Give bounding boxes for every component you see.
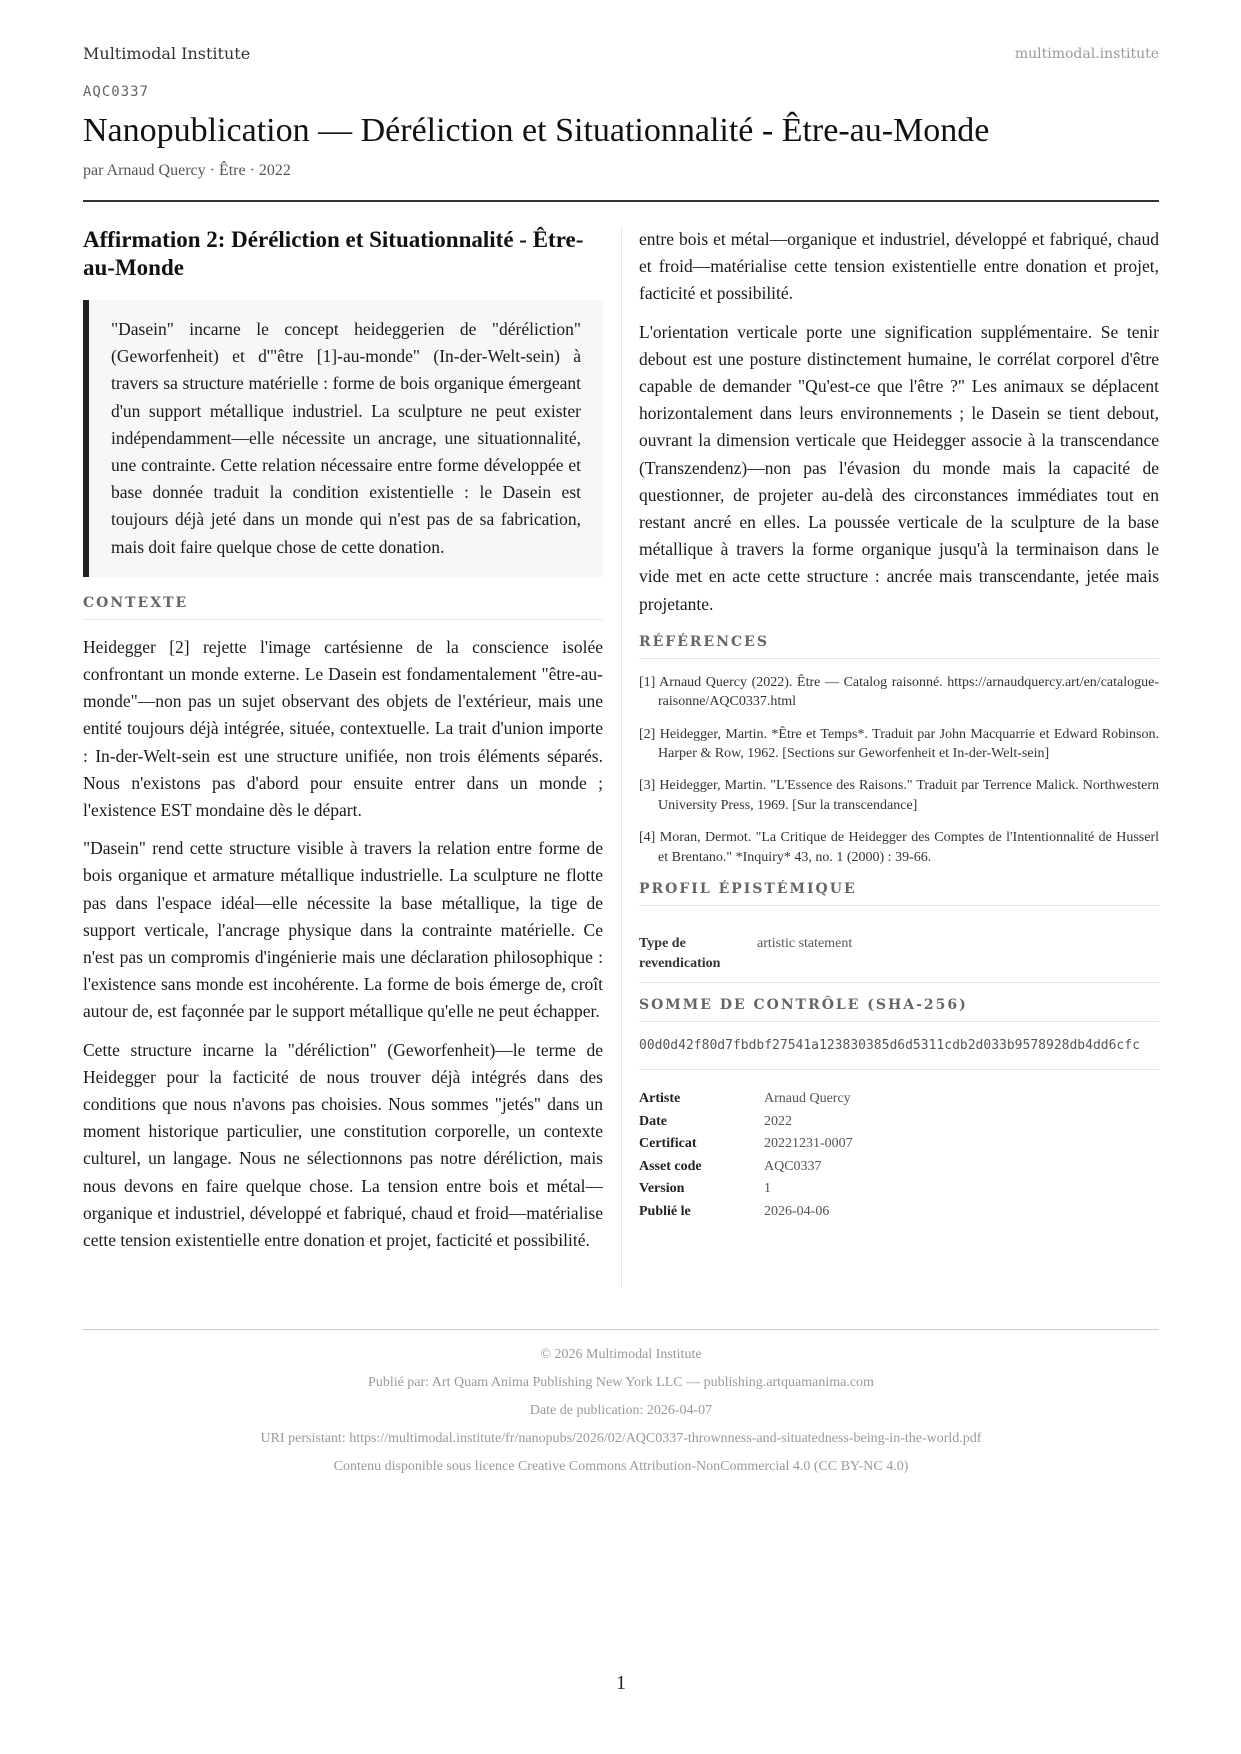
- context-paragraph-1: Heidegger [2] rejette l'image cartésienne de la conscience isolée confrontant un monde externe. Le Dasein est fondamentalement "être-au-monde"—non pas un sujet observant des objets de l'extérieur, mais une entité toujours déjà intégrée, située, contextuelle. La trait d'union importe : In-der-Welt-sein est une structure unifiée, non trois éléments séparés. Nous n'existons pas d'abord pour ensuite entrer dans un monde ; l'existence EST mondaine dès le départ.: [83, 636, 603, 821]
- context-paragraph-2: "Dasein" rend cette structure visible à travers la relation entre forme de bois organique et armature métallique industrielle. La sculpture ne flotte pas dans l'espace idéal—elle nécessite la base métallique, la tige de support verticale, l'ancrage physique dans la contrainte matérielle. Ce n'est pas un compromis d'ingénierie mais une déclaration philosophique : l'existence sans monde est incohérente. La forme de bois émerge de, croît autour de, est façonnée par le support métallique qu'elle ne peut échapper.: [83, 838, 603, 1022]
- meta-value: 2026-04-06: [764, 1203, 830, 1219]
- page-title: Nanopublication — Déréliction et Situationnalité - Être-au-Monde: [83, 112, 990, 149]
- context-paragraph-3: Cette structure incarne la "déréliction" (Geworfenheit)—le terme de Heidegger pour la facticité de nous trouver déjà intégrés dans des conditions que nous n'avons pas choisies. Nous sommes "jetés" dans un moment historique particulier, une constitution corporelle, un contexte culturel, un langage. Nous ne sélectionnons pas notre déréliction, mais nous devons en faire quelque chose. La tension entre bois et métal—organique et industriel, développé et fabriqué, chaud et froid—matérialise cette tension existentielle entre donation et projet, facticité et possibilité.: [83, 1039, 603, 1251]
- metadata-table: [639, 1088, 853, 1223]
- table-row: [639, 1111, 853, 1134]
- title-divider: [83, 200, 1159, 202]
- claim-quote: "Dasein" incarne le concept heideggerien de "déréliction" (Geworfenheit) et d'"être [1]-au-monde" (In-der-Welt-sein) à travers sa structure matérielle : forme de bois organique émergeant d'un support métallique industriel. La sculpture ne peut exister indépendamment—elle nécessite un ancrage, une situationnalité, une contrainte. Cette relation nécessaire entre forme développée et base donnée traduit la condition existentielle : le Dasein est toujours déjà jeté dans un monde qui n'est pas de sa fabrication, mais doit faire quelque chose de cette donation.: [83, 300, 603, 577]
- context-paragraph-4: L'orientation verticale porte une signification supplémentaire. Se tenir debout est une posture distinctement humaine, le corrélat corporel d'être capable de demander "Qu'est-ce que l'être ?" Les animaux se déplacent horizontalement dans leurs environnements ; le Dasein se tient debout, ouvrant la dimension verticale que Heidegger associe à la transcendance (Transzendenz)—non pas l'évasion du monde mais la capacité de questionner, de projeter au-delà des circonstances immédiates tout en restant ancré en elles. La poussée verticale de la sculpture de la base métallique à travers la forme organique jusqu'à la terminaison dans le vide met en acte cette structure : ancrée mais transcendante, jetée mais projetante.: [639, 321, 1159, 614]
- table-row: [639, 1088, 853, 1111]
- meta-value: AQC0337: [764, 1158, 822, 1174]
- footer-uri[interactable]: URI persistant: https://multimodal.institute/fr/nanopubs/2026/02/AQC0337-thrownness-and-situatedness-being-in-the-world.pdf: [260, 1431, 982, 1446]
- footer-publisher: Publié par: Art Quam Anima Publishing New York LLC — publishing.artquamanima.com: [368, 1375, 874, 1390]
- context-section-title: CONTEXTE: [83, 595, 603, 620]
- reference-item: [3] Heidegger, Martin. "L'Essence des Raisons." Traduit par Terrence Malick. Northwestern University Press, 1969. [Sur la transcendance]: [639, 778, 1159, 813]
- claim-heading: Affirmation 2: Déréliction et Situationnalité - Être-au-Monde: [83, 227, 584, 280]
- site-link[interactable]: multimodal.institute: [1014, 46, 1159, 62]
- meta-value: Arnaud Quercy: [764, 1091, 851, 1107]
- references-section-title: RÉFÉRENCES: [639, 634, 1159, 659]
- reference-item: [2] Heidegger, Martin. *Être et Temps*. Traduit par John Macquarrie et Edward Robinson. Harper & Row, 1962. [Sections sur Geworfenheit et In-der-Welt-sein]: [639, 726, 1159, 762]
- context-paragraph-3-continued: [639, 226, 1159, 308]
- footer: [83, 1329, 1159, 1486]
- checksum-value: 00d0d42f80d7fbdbf27541a123830385d6d5311cdb2d033b9578928db4dd6cfc: [639, 1036, 1159, 1070]
- claim-type-label: Type de revendication: [639, 936, 721, 972]
- reference-item[interactable]: [1] Arnaud Quercy (2022). Être — Catalog raisonné. https://arnaudquercy.art/en/catalogue-raisonne/AQC0337.html: [639, 674, 1159, 710]
- left-column: [83, 226, 603, 1251]
- context-paragraph-3-tail: entre bois et métal—organique et industriel, développé et fabriqué, chaud et froid—matérialise cette tension existentielle entre donation et projet, facticité et possibilité.: [639, 229, 1159, 304]
- right-column: [639, 226, 1159, 1223]
- asset-code: AQC0337: [83, 84, 150, 100]
- checksum-section-title: SOMME DE CONTRÔLE (SHA-256): [639, 997, 1159, 1022]
- meta-key: Date: [639, 1113, 667, 1129]
- meta-value: 1: [764, 1181, 771, 1197]
- meta-key: Certificat: [639, 1136, 697, 1152]
- table-row: [639, 1178, 853, 1201]
- meta-value: 2022: [764, 1113, 792, 1129]
- reference-item: [4] Moran, Dermot. "La Critique de Heidegger des Comptes de l'Intentionnalité de Husserl et Brentano." *Inquiry* 43, no. 1 (2000) : 39-66.: [639, 830, 1159, 865]
- epistemic-section-title: PROFIL ÉPISTÉMIQUE: [639, 881, 1159, 906]
- epistemic-row: [639, 920, 1159, 983]
- meta-key: Artiste: [639, 1091, 681, 1107]
- institute-name: Multimodal Institute: [83, 44, 251, 63]
- meta-key: Asset code: [639, 1158, 702, 1174]
- footer-copyright: © 2026 Multimodal Institute: [540, 1347, 702, 1362]
- masthead: [83, 44, 1159, 68]
- footer-license: Contenu disponible sous licence Creative Commons Attribution-NonCommercial 4.0 (CC BY-NC 4.0): [333, 1459, 909, 1474]
- claim-type-value: artistic statement: [757, 936, 853, 952]
- footer-pubdate: Date de publication: 2026-04-07: [529, 1403, 713, 1418]
- table-row: [639, 1201, 853, 1224]
- column-separator: [621, 226, 622, 1288]
- table-row: [639, 1133, 853, 1156]
- meta-key: Publié le: [639, 1203, 691, 1219]
- table-row: [639, 1156, 853, 1179]
- references-list: [639, 673, 1159, 867]
- meta-key: Version: [639, 1181, 685, 1197]
- page-number: 1: [616, 1672, 626, 1694]
- byline: par Arnaud Quercy · Être · 2022: [83, 162, 291, 179]
- meta-value: 20221231-0007: [764, 1136, 853, 1152]
